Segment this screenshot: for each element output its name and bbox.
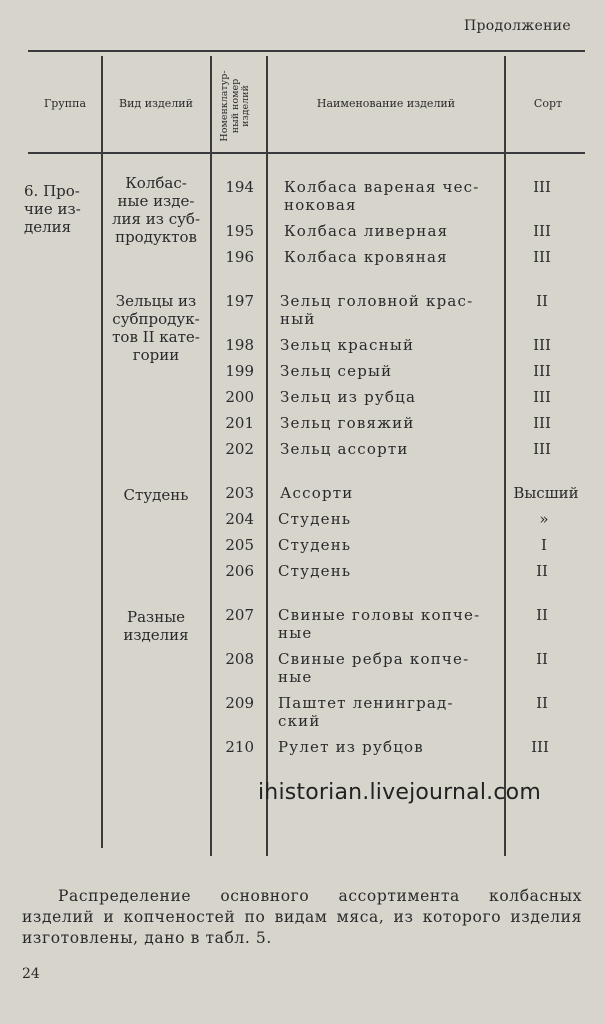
column-divider-1: [101, 56, 103, 848]
row-207-name: [278, 606, 502, 642]
row-200-name: Зельц из рубца: [280, 388, 417, 406]
row-202-grade: III: [533, 440, 551, 458]
row-200-number: 200: [225, 388, 254, 406]
header-group: Группа: [43, 97, 87, 110]
name-line: ные: [278, 668, 313, 686]
type-zelts: [104, 292, 208, 364]
row-196-grade: III: [533, 248, 551, 266]
row-203-number: 203: [225, 484, 254, 502]
name-line: Свиные ребра копче-: [278, 650, 470, 668]
row-203-grade: Высший: [513, 484, 579, 502]
row-201-name: Зельц говяжий: [280, 414, 415, 432]
row-209-grade: II: [536, 694, 548, 712]
row-196-name: Колбаса кровяная: [284, 248, 448, 266]
row-209-number: 209: [225, 694, 254, 712]
row-201-grade: III: [533, 414, 551, 432]
header-grade: Сорт: [533, 97, 563, 110]
row-202-name: Зельц ассорти: [280, 440, 409, 458]
group-label: [24, 182, 100, 236]
row-199-name: Зельц серый: [280, 362, 393, 380]
row-199-grade: III: [533, 362, 551, 380]
row-206-grade: II: [536, 562, 548, 580]
type-line: Студень: [123, 486, 189, 504]
continuation-label: Продолжение: [464, 18, 571, 34]
row-208-grade: II: [536, 650, 548, 668]
header-product-name: Наименование изделий: [316, 97, 456, 110]
row-210-grade: III: [531, 738, 549, 756]
footer-text: Распределение основного ассортимента колбасных изделий и копченостей по видам мяса, из которого изделия изготовлены, дано в табл. 5.: [22, 887, 582, 947]
header-code-line1: Номенклатур-: [219, 70, 230, 142]
row-210-name: Рулет из рубцов: [278, 738, 424, 756]
column-divider-2: [210, 56, 212, 856]
table-top-rule: [28, 50, 585, 52]
row-204-number: 204: [225, 510, 254, 528]
footer-paragraph: [22, 886, 582, 949]
group-line: 6. Про-: [24, 182, 80, 200]
header-code-line2: ный номер: [229, 78, 241, 134]
row-197-grade: II: [536, 292, 548, 310]
row-207-number: 207: [225, 606, 254, 624]
row-204-grade: »: [539, 510, 549, 528]
row-197-name: [280, 292, 502, 328]
row-201-number: 201: [225, 414, 254, 432]
row-194-number: 194: [225, 178, 254, 196]
header-code-line3: изделий: [240, 85, 251, 127]
type-line: субпродук-: [112, 310, 200, 328]
type-line: продуктов: [115, 228, 197, 246]
name-line: Паштет ленинград-: [278, 694, 454, 712]
type-various: [104, 608, 208, 644]
row-198-grade: III: [533, 336, 551, 354]
type-line: Разные: [126, 608, 186, 626]
column-divider-3: [266, 56, 268, 856]
row-200-grade: III: [533, 388, 551, 406]
type-line: Зельцы из: [115, 292, 197, 310]
header-code: [220, 54, 256, 158]
type-line: тов II кате-: [112, 328, 200, 346]
row-197-number: 197: [225, 292, 254, 310]
row-205-number: 205: [225, 536, 254, 554]
type-studen: [104, 486, 208, 504]
row-198-number: 198: [225, 336, 254, 354]
row-210-number: 210: [225, 738, 254, 756]
row-198-name: Зельц красный: [280, 336, 415, 354]
type-line: Колбас-: [125, 174, 187, 192]
type-line: изделия: [123, 626, 189, 644]
row-208-name: [278, 650, 502, 686]
header-product-type: Вид изделий: [119, 97, 193, 110]
row-202-number: 202: [225, 440, 254, 458]
name-line: ский: [278, 712, 321, 730]
row-195-number: 195: [225, 222, 254, 240]
row-205-grade: I: [541, 536, 547, 554]
type-line: ные изде-: [117, 192, 195, 210]
type-line: лия из суб-: [111, 210, 201, 228]
row-196-number: 196: [225, 248, 254, 266]
group-line: делия: [24, 218, 72, 236]
row-199-number: 199: [225, 362, 254, 380]
name-line: ный: [280, 310, 316, 328]
group-line: чие из-: [24, 200, 81, 218]
row-209-name: [278, 694, 502, 730]
watermark: ihistorian.livejournal.com: [258, 780, 541, 805]
name-line: Зельц головной крас-: [280, 292, 474, 310]
row-194-grade: III: [533, 178, 551, 196]
name-line: ноковая: [284, 196, 357, 214]
row-205-name: Студень: [278, 536, 352, 554]
row-207-grade: II: [536, 606, 548, 624]
type-line: гории: [132, 346, 180, 364]
row-195-grade: III: [533, 222, 551, 240]
type-sausages-byproducts: [104, 174, 208, 246]
name-line: Свиные головы копче-: [278, 606, 481, 624]
row-208-number: 208: [225, 650, 254, 668]
row-195-name: Колбаса ливерная: [284, 222, 449, 240]
row-204-name: Студень: [278, 510, 352, 528]
row-194-name: [284, 178, 502, 214]
name-line: ные: [278, 624, 313, 642]
page-number: 24: [22, 966, 40, 982]
name-line: Колбаса вареная чес-: [284, 178, 480, 196]
row-203-name: Ассорти: [280, 484, 354, 502]
table-header-rule: [28, 152, 585, 154]
row-206-name: Студень: [278, 562, 352, 580]
row-206-number: 206: [225, 562, 254, 580]
